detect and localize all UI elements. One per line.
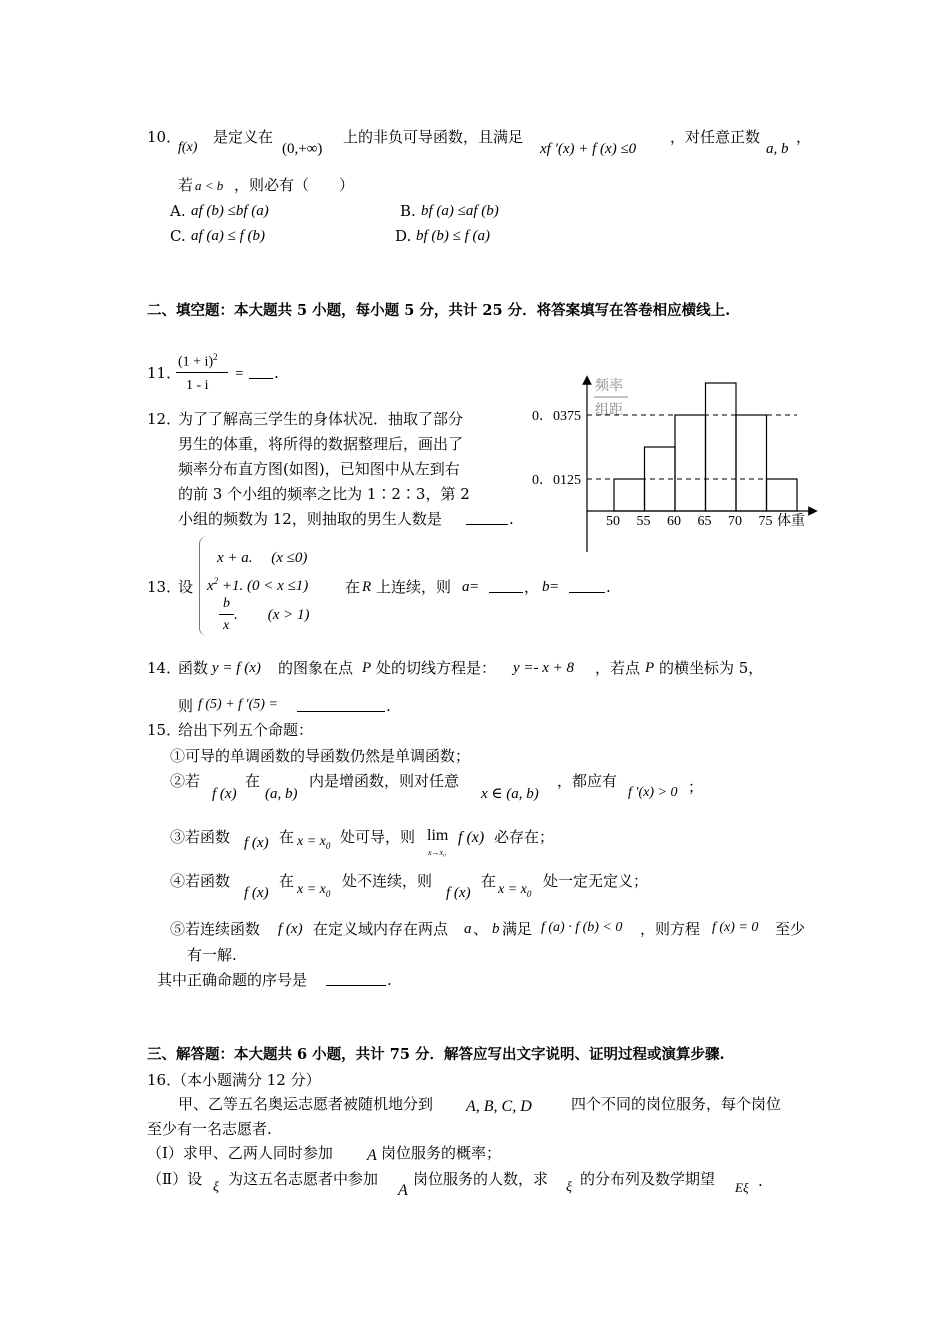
- histogram-bars: [614, 383, 797, 511]
- q15-p3-x-sub: 0: [325, 840, 331, 851]
- q10-optC: af (a) ≤ f (b): [191, 228, 266, 244]
- q15-p5-vb: b: [492, 921, 500, 937]
- q16-part1-a: （Ⅰ）求甲、乙两人同时参加: [147, 1144, 333, 1162]
- q10-text2: 上的非负可导函数，且满足: [343, 128, 524, 146]
- section-2-heading: 二、填空题：本大题共 5 小题，每小题 5 分，共计 25 分．将答案填写在答卷相应横线上.: [147, 302, 731, 319]
- q15-p5-b: 在定义域内存在两点: [313, 920, 449, 938]
- q11-answer-blank[interactable]: [249, 364, 273, 379]
- q15-p3-fx2: f (x): [458, 829, 485, 846]
- q15-p4-c: 处不连续，则: [342, 872, 433, 890]
- q15-p4-a: ④若函数: [170, 872, 231, 890]
- q14-number: 14．: [147, 659, 182, 677]
- q12-number: 12．: [147, 410, 182, 428]
- x-tick-label: 65: [697, 514, 712, 529]
- q14-text4: ，若点: [595, 659, 641, 677]
- q15-p3-x: [297, 834, 330, 852]
- q15-p4-d: 在: [481, 872, 497, 890]
- q10-text1: 是定义在: [213, 128, 274, 146]
- q13-R: R: [362, 579, 372, 595]
- q15-p2-der: f ′(x) > 0: [628, 785, 678, 800]
- q11-num: (1 + i): [178, 354, 214, 370]
- q16-part1-b: 岗位服务的概率；: [381, 1144, 502, 1162]
- q16-part2-A: A: [398, 1182, 408, 1199]
- q14-expr: f (5) + f ′(5) =: [198, 697, 278, 712]
- q15-p3-fx: f (x): [244, 835, 269, 851]
- q13-pre: 设: [178, 578, 194, 596]
- q15-p5-f: 至少: [775, 920, 806, 938]
- q10-vars: a, b: [766, 141, 789, 157]
- q15-conclusion: 其中正确命题的序号是: [157, 971, 308, 989]
- q15-p2-x: x ∈ (a, b): [481, 786, 539, 802]
- y-tick-labels: [532, 409, 581, 488]
- q12-answer-blank[interactable]: [466, 510, 508, 525]
- y-label-top: 频率: [595, 378, 623, 394]
- q10-line2-pre: 若: [178, 176, 194, 194]
- q14-answer-blank[interactable]: [297, 697, 385, 712]
- q16-part2-xi: ξ: [213, 1180, 219, 1195]
- q15-p5-va: a: [464, 921, 472, 937]
- q13-case3-den: x: [223, 618, 230, 633]
- q14-text2: 的图象在点: [278, 659, 354, 677]
- q13-sep: ，: [524, 578, 540, 596]
- q13-a: a: [462, 579, 470, 595]
- q15-p3-limsub: x→x₀: [428, 848, 446, 857]
- q12-end: .: [509, 510, 514, 528]
- q12-line1: 为了了解高三学生的身体状况．抽取了部分: [178, 410, 464, 428]
- q14-tangent: y =- x + 8: [513, 660, 575, 676]
- histogram-bar-70-75: [736, 415, 767, 511]
- q15-p5-d: 满足: [502, 920, 533, 938]
- q15-intro: 给出下列五个命题：: [178, 721, 314, 739]
- q15-p4-x-sub: 0: [325, 888, 331, 899]
- q16-part2-E: Eξ: [735, 1180, 749, 1195]
- q10-optB: bf (a) ≤af (b): [421, 203, 499, 219]
- q14-text1: 函数: [178, 659, 209, 677]
- q14-line2-pre: 则: [178, 697, 194, 715]
- q16-line1-b: 四个不同的岗位服务，每个岗位: [571, 1095, 782, 1113]
- q15-p4-x: [297, 882, 330, 900]
- q11-den: 1 - i: [186, 378, 209, 393]
- q10-line2-cond: a < b: [195, 178, 224, 193]
- x-tick-label: 50: [606, 514, 620, 529]
- q11-eq: =: [235, 366, 244, 382]
- q16-part2-c: 岗位服务的人数，求: [413, 1170, 549, 1188]
- q15-p4-e: 处一定无定义；: [543, 872, 649, 890]
- q15-p2-e: ；: [688, 778, 704, 796]
- q15-p5-fx: f (x): [278, 921, 303, 937]
- q15-p2-b: 在: [245, 772, 261, 790]
- histogram-bar-tail: [767, 479, 798, 511]
- q10-optD: bf (b) ≤ f (a): [416, 228, 491, 244]
- q14-function: y = f (x): [212, 660, 261, 676]
- q16-score: （本小题满分 12 分）: [172, 1071, 321, 1089]
- q13-case3-num: b: [223, 596, 230, 611]
- q12-line2: 男生的体重，将所得的数据整理后，画出了: [178, 435, 464, 453]
- q10-optA: af (b) ≤bf (a): [191, 203, 269, 219]
- q10-text4: ，: [796, 128, 812, 146]
- q12-line5: 小组的频数为 12，则抽取的男生人数是: [178, 510, 442, 528]
- q15-p5-cond: f (a) · f (b) < 0: [541, 920, 623, 935]
- q15-p3-x-main: x = x: [297, 834, 326, 849]
- q13-case3-bar: [219, 614, 234, 615]
- q15-p3-lim: lim: [427, 827, 449, 844]
- q15-p4-x2-main: x = x: [498, 882, 527, 897]
- q14-end: .: [386, 697, 391, 715]
- y-label-bottom: 组距: [595, 402, 623, 418]
- q13-case2: [207, 576, 308, 595]
- q15-p5-line2: 有一解.: [187, 946, 237, 964]
- q16-line1-a: 甲、乙等五名奥运志愿者被随机地分到: [178, 1095, 434, 1113]
- q16-line2: 至少有一名志愿者.: [147, 1120, 272, 1138]
- q11-number: 11．: [147, 364, 182, 382]
- q15-end: .: [387, 971, 392, 989]
- q15-p3-a: ③若函数: [170, 828, 231, 846]
- q13-case1: x + a. (x ≤0): [217, 550, 308, 566]
- q15-p2-d: ，都应有: [557, 772, 618, 790]
- q15-number: 15．: [147, 721, 182, 739]
- q10-fx: f(x): [178, 140, 198, 155]
- q15-p4-x2-sub: 0: [526, 888, 532, 899]
- q15-p5-e: ，则方程: [640, 920, 701, 938]
- q10-optC-label: C.: [170, 227, 186, 245]
- q13-answer-b-blank[interactable]: [569, 578, 605, 593]
- q16-number: 16．: [147, 1071, 182, 1089]
- q13-case2-rest: +1. (0 < x ≤1): [218, 578, 309, 594]
- q16-part2-xi2: ξ: [566, 1180, 572, 1195]
- q16-part2-b: 为这五名志愿者中参加: [228, 1170, 379, 1188]
- q13-case3-rest: . (x > 1): [234, 607, 310, 623]
- histogram-bar-50-55: [614, 479, 645, 511]
- q13-mid2: 上连续，则: [376, 578, 452, 596]
- q13-number: 13．: [147, 578, 182, 596]
- q15-p4-fx: f (x): [244, 885, 269, 901]
- q16-line1-vars: A, B, C, D: [466, 1098, 532, 1115]
- x-axis-label: 体重: [777, 513, 805, 529]
- q15-p2-ab: (a, b): [265, 786, 298, 802]
- q13-case2-sup: 2: [213, 576, 219, 586]
- q10-optB-label: B.: [400, 202, 416, 220]
- q15-p5-eq: f (x) = 0: [712, 920, 759, 935]
- q13-mid1: 在: [345, 578, 361, 596]
- q15-answer-blank[interactable]: [326, 971, 386, 986]
- q14-P: P: [362, 660, 372, 676]
- section-3-heading: 三、解答题：本大题共 6 小题，共计 75 分．解答应写出文字说明、证明过程或演算步骤.: [147, 1046, 725, 1063]
- histogram-bar-60-65: [675, 415, 706, 511]
- q14-P2: P: [645, 660, 655, 676]
- q14-text5: 的横坐标为 5，: [659, 659, 764, 677]
- q15-p3-b: 在: [279, 828, 295, 846]
- q10-optD-label: D.: [395, 227, 412, 245]
- q16-part1-A: A: [367, 1147, 377, 1164]
- q15-p4-fx2: f (x): [446, 885, 471, 901]
- q15-p2-fx: f (x): [212, 786, 237, 802]
- q12-line4: 的前 3 个小组的频率之比为 1∶2∶3，第 2: [178, 485, 470, 503]
- q15-p5-a: ⑤若连续函数: [170, 920, 261, 938]
- q10-text3: ，对任意正数: [670, 128, 761, 146]
- y-tick-label: 0．0125: [532, 473, 581, 488]
- q11-fraction-bar: [176, 372, 228, 373]
- q10-condition: xf ′(x) + f (x) ≤0: [540, 141, 637, 157]
- q10-optA-label: A.: [170, 202, 186, 220]
- q15-p4-x-main: x = x: [297, 882, 326, 897]
- q13-end: .: [606, 578, 611, 596]
- x-tick-label: 60: [667, 514, 681, 529]
- q14-text3: 处的切线方程是：: [376, 659, 497, 677]
- q15-p2-a: ②若: [170, 772, 201, 790]
- q10-domain: (0,+∞): [282, 141, 323, 157]
- x-tick-labels: [606, 514, 773, 529]
- q16-part2-a: （Ⅱ）设: [147, 1170, 203, 1188]
- q13-b: b: [542, 579, 550, 595]
- q11-numerator: [178, 352, 218, 371]
- x-tick-label: 55: [636, 514, 651, 529]
- q15-p4-x2: [498, 882, 531, 900]
- q15-p2-c: 内是增函数，则对任意: [309, 772, 460, 790]
- q15-p4-b: 在: [279, 872, 295, 890]
- q13-answer-a-blank[interactable]: [489, 578, 523, 593]
- x-tick-label: 75: [758, 514, 773, 529]
- reference-lines: [587, 415, 797, 479]
- y-tick-label: 0．0375: [532, 409, 581, 424]
- q10-line2-post: ，则必有（ ）: [234, 176, 355, 194]
- q16-part2-d: 的分布列及数学期望: [580, 1170, 716, 1188]
- histogram-bar-65-70: [706, 383, 737, 511]
- q15-proposition-1: ①可导的单调函数的导函数仍然是单调函数；: [170, 747, 471, 765]
- q11-sup: 2: [213, 352, 218, 362]
- q16-part2-end: .: [758, 1172, 763, 1190]
- q13-case2-base: x: [207, 578, 214, 594]
- q12-line3: 频率分布直方图(如图)，已知图中从左到右: [178, 460, 460, 478]
- q15-p3-d: 必存在；: [494, 828, 555, 846]
- q13-eq1: =: [470, 579, 479, 595]
- q15-p3-c: 处可导，则: [340, 828, 416, 846]
- q10-number: 10．: [147, 128, 182, 146]
- x-tick-label: 70: [728, 514, 742, 529]
- q15-p5-c: 、: [473, 920, 489, 938]
- frequency-histogram: [520, 372, 820, 557]
- q13-eq2: =: [550, 579, 559, 595]
- q11-end: .: [274, 364, 279, 382]
